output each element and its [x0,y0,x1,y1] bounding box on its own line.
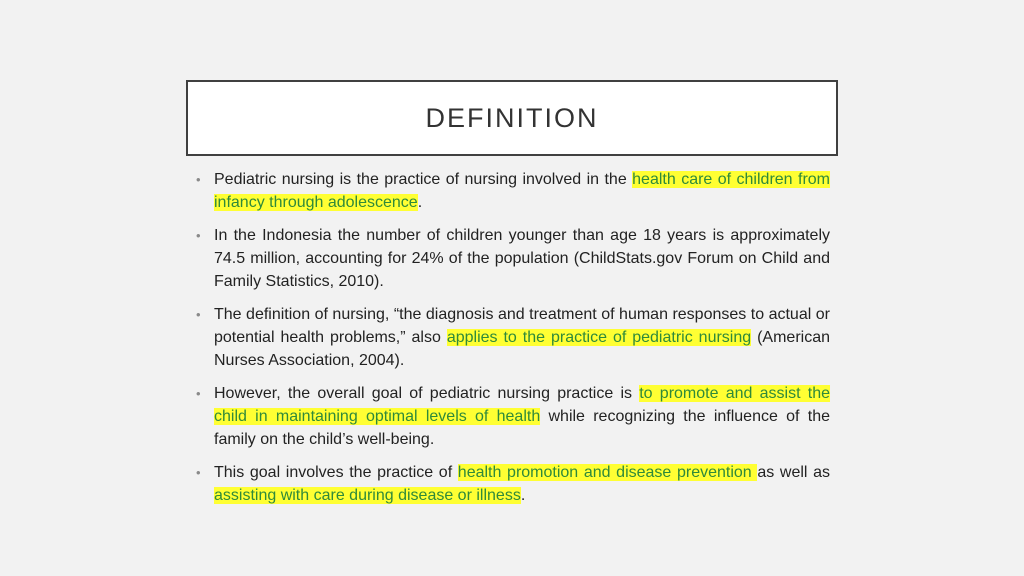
title-box [186,80,838,156]
bullet-text: This goal involves the practice of [214,464,458,481]
bullet-item [196,168,830,214]
bullet-item [196,224,830,293]
bullet-text: . [417,194,423,211]
bullet-text: . [520,487,526,504]
bullet-list [196,168,830,517]
bullet-dot-icon: • [196,465,201,480]
bullet-item [196,382,830,451]
highlighted-text: health promotion and disease prevention [457,464,758,481]
highlighted-text: assisting with care during disease or illness [214,487,521,504]
bullet-dot-icon: • [196,172,201,187]
bullet-text: However, the overall goal of pediatric nursing practice is [214,385,640,402]
highlighted-text: health care of children from infancy through adolescence [214,171,831,211]
bullet-dot-icon: • [196,386,201,401]
slide-title: DEFINITION [425,102,599,133]
highlighted-text: to promote and assist the child in maintaining optimal levels of health [214,385,831,425]
bullet-text: while recognizing the influence of the family on the child’s well-being. [214,408,830,448]
bullet-text: The definition of nursing, “the diagnosis and treatment of human responses to actual or potential health problems,” also [214,306,830,346]
bullet-text: as well as [757,464,831,481]
bullet-dot-icon: • [196,228,201,243]
bullet-text: In the Indonesia the number of children younger than age 18 years is approximately 74.5 million, accounting for 24% of the population (ChildStats.gov Forum on Child and Family Statistics, 2010). [214,227,830,290]
bullet-text: Pediatric nursing is the practice of nursing involved in the [214,171,633,188]
bullet-dot-icon: • [196,307,201,322]
bullet-item [196,461,830,507]
bullet-text: (American Nurses Association, 2004). [214,329,831,369]
bullet-item [196,303,830,372]
highlighted-text: applies to the practice of pediatric nursing [446,329,752,346]
